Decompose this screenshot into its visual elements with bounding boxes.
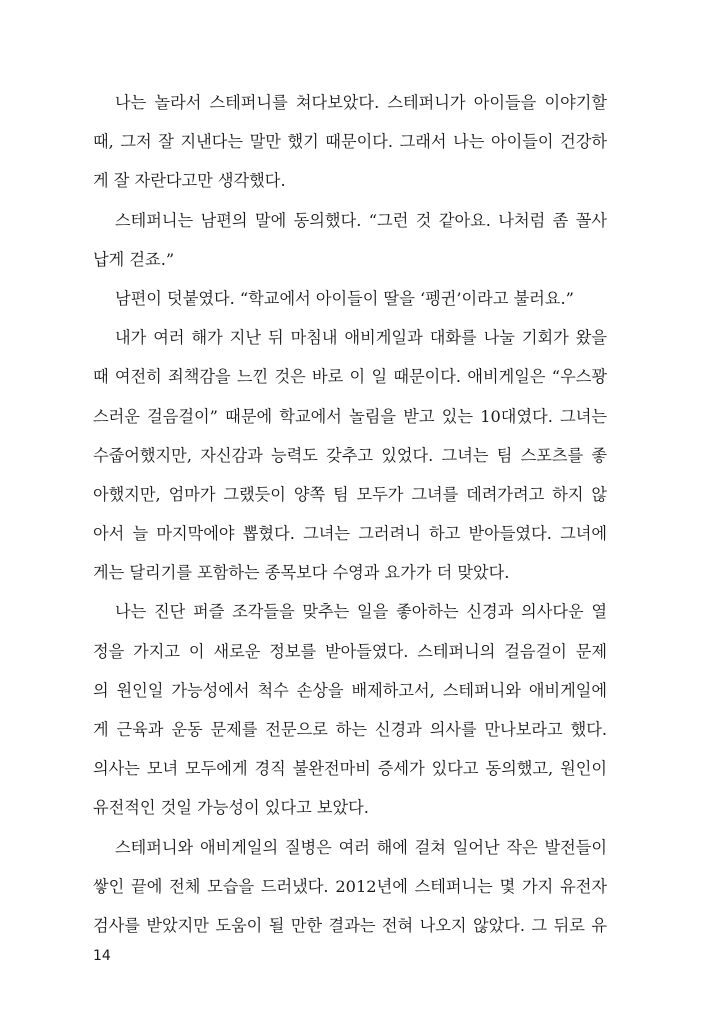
text-line: 남편이 덧붙였다. “학교에서 아이들이 딸을 ‘펭귄’이라고 불러요.” bbox=[115, 288, 574, 308]
text-line: 쌓인 끝에 전체 모습을 드러냈다. 2012년에 스테퍼니는 몇 가지 유전자 bbox=[93, 876, 607, 896]
text-line: 수줍어했지만, 자신감과 능력도 갖추고 있었다. 그녀는 팀 스포츠를 좋 bbox=[93, 445, 607, 465]
text-line: 스테퍼니와 애비게일의 질병은 여러 해에 걸쳐 일어난 작은 발전들이 bbox=[115, 837, 607, 857]
text-line: 게 근육과 운동 문제를 전문으로 하는 신경과 의사를 만나보라고 했다. bbox=[93, 720, 607, 739]
text-line: 의사는 모녀 모두에게 경직 불완전마비 증세가 있다고 동의했고, 원인이 bbox=[93, 759, 607, 779]
page-number: 14 bbox=[93, 948, 111, 964]
text-line: 검사를 받았지만 도움이 될 만한 결과는 전혀 나오지 않았다. 그 뒤로 유 bbox=[93, 915, 607, 935]
text-line: 정을 가지고 이 새로운 정보를 받아들였다. 스테퍼니의 걸음걸이 문제 bbox=[93, 641, 607, 661]
text-line: 아했지만, 엄마가 그랬듯이 양쪽 팀 모두가 그녀를 데려가려고 하지 않 bbox=[93, 484, 607, 504]
text-line: 때 여전히 죄책감을 느낀 것은 바로 이 일 때문이다. 애비게일은 “우스꽝 bbox=[93, 367, 607, 387]
text-line: 내가 여러 해가 지난 뒤 마침내 애비게일과 대화를 나눌 기회가 왔을 bbox=[115, 328, 607, 348]
text-line: 게는 달리기를 포함하는 종목보다 수영과 요가가 더 맞았다. bbox=[93, 563, 510, 583]
text-line: 나는 진단 퍼즐 조각들을 맞추는 일을 좋아하는 신경과 의사다운 열 bbox=[115, 602, 607, 622]
text-line: 납게 걷죠.” bbox=[93, 249, 175, 269]
text-line: 때, 그저 잘 지낸다는 말만 했기 때문이다. 그래서 나는 아이들이 건강하 bbox=[93, 132, 607, 152]
text-line: 게 잘 자란다고만 생각했다. bbox=[93, 171, 286, 191]
text-line: 의 원인일 가능성에서 척수 손상을 배제하고서, 스테퍼니와 애비게일에 bbox=[93, 680, 607, 700]
text-line: 스러운 걸음걸이” 때문에 학교에서 놀림을 받고 있는 10대였다. 그녀는 bbox=[93, 406, 607, 426]
text-line: 아서 늘 마지막에야 뽑혔다. 그녀는 그러려니 하고 받아들였다. 그녀에 bbox=[93, 524, 607, 544]
text-line: 스테퍼니는 남편의 말에 동의했다. “그런 것 같아요. 나처럼 좀 꼴사 bbox=[115, 210, 607, 230]
body-text bbox=[93, 83, 607, 945]
text-line: 나는 놀라서 스테퍼니를 쳐다보았다. 스테퍼니가 아이들을 이야기할 bbox=[115, 93, 607, 112]
text-line: 유전적인 것일 가능성이 있다고 보았다. bbox=[93, 798, 369, 818]
